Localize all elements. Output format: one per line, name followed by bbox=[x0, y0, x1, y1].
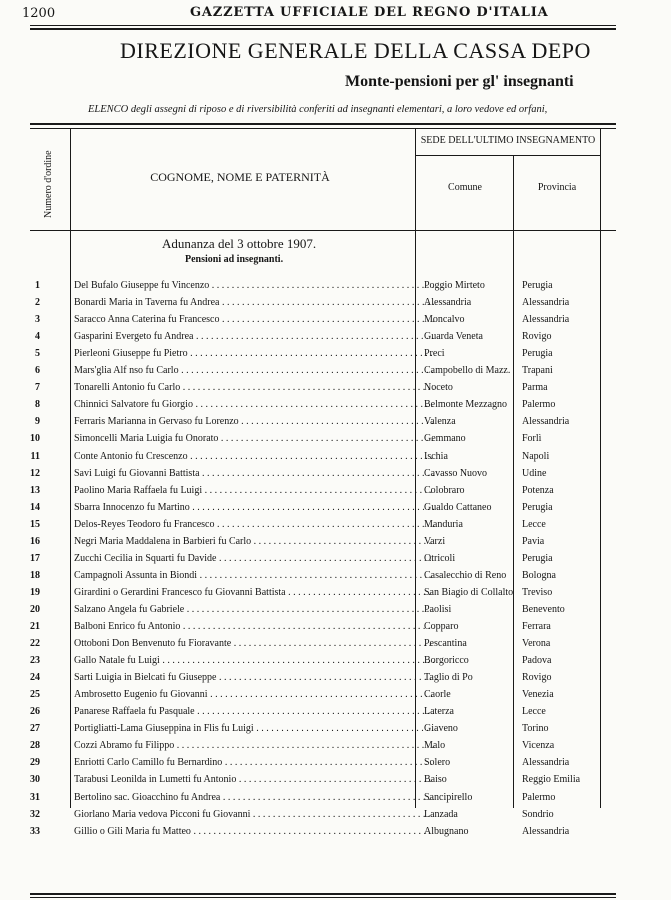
row-comune: Copparo bbox=[424, 621, 459, 632]
header-rule-thin bbox=[30, 25, 616, 26]
table-row bbox=[28, 774, 608, 792]
row-name: Cozzi Abramo fu Filippo . . . bbox=[74, 740, 434, 752]
row-provincia: Rovigo bbox=[522, 331, 552, 343]
row-provincia: Perugia bbox=[522, 501, 553, 513]
page-title: DIREZIONE GENERALE DELLA CASSA DEPO bbox=[120, 38, 591, 63]
table-top-rule-2 bbox=[30, 128, 616, 129]
row-provincia: Alessandria bbox=[522, 297, 570, 309]
sede-subheader-rule bbox=[415, 155, 600, 156]
table-row bbox=[28, 587, 608, 605]
page-subtitle: Monte-pensioni per gl' insegnanti bbox=[345, 73, 574, 90]
table-row bbox=[28, 672, 608, 690]
table-row bbox=[28, 382, 608, 400]
row-name: Gasparini Evergeto fu Andrea . . . bbox=[74, 331, 434, 343]
row-comune: Guarda Veneta bbox=[424, 331, 483, 343]
row-name: Delos-Reyes Teodoro fu Francesco . . . bbox=[74, 519, 434, 531]
row-name: Gillio o Gili Maria fu Matteo . . . bbox=[74, 826, 434, 838]
row-number: 21 bbox=[30, 621, 40, 632]
row-number: 33 bbox=[30, 825, 40, 837]
row-name: Conte Antonio fu Crescenzo . . . bbox=[74, 451, 434, 463]
row-provincia: Torino bbox=[522, 723, 549, 735]
row-comune: Preci bbox=[424, 348, 445, 360]
row-name: Bonardi Maria in Taverna fu Andrea . . . bbox=[74, 297, 434, 309]
row-comune: Borgoricco bbox=[424, 655, 469, 667]
row-provincia: Alessandria bbox=[522, 314, 570, 326]
row-number: 23 bbox=[30, 655, 40, 667]
row-provincia: Napoli bbox=[522, 450, 550, 462]
row-name: Campagnoli Assunta in Biondi . . . bbox=[74, 570, 434, 582]
row-number: 1 bbox=[35, 280, 40, 291]
table-row bbox=[28, 536, 608, 554]
row-number: 5 bbox=[35, 348, 40, 360]
row-number: 16 bbox=[30, 535, 40, 547]
row-number: 9 bbox=[35, 416, 40, 428]
table-row bbox=[28, 689, 608, 707]
table-row bbox=[28, 570, 608, 588]
row-number: 14 bbox=[30, 501, 40, 513]
row-comune: Belmonte Mezzagno bbox=[424, 399, 508, 411]
row-provincia: Perugia bbox=[522, 552, 553, 564]
table-row bbox=[28, 706, 608, 724]
row-number: 31 bbox=[30, 791, 40, 803]
header-comune: Comune bbox=[448, 182, 482, 193]
header-rule-thick bbox=[30, 28, 616, 30]
row-provincia: Padova bbox=[522, 655, 552, 667]
table-row bbox=[28, 502, 608, 520]
row-comune: Colobraro bbox=[424, 484, 465, 496]
row-provincia: Alessandria bbox=[522, 416, 570, 428]
row-comune: Moncalvo bbox=[424, 314, 465, 326]
row-name: Ottoboni Don Benvenuto fu Fioravante . . . bbox=[74, 638, 434, 650]
row-number: 13 bbox=[30, 484, 40, 496]
table-row bbox=[28, 433, 608, 451]
row-number: 27 bbox=[30, 723, 40, 735]
row-name: Ambrosetto Eugenio fu Giovanni . . . bbox=[74, 689, 434, 701]
row-number: 22 bbox=[30, 638, 40, 650]
row-number: 25 bbox=[30, 689, 40, 701]
row-comune: Ischia bbox=[424, 450, 448, 462]
table-row bbox=[28, 740, 608, 758]
table-header-bottom-rule bbox=[30, 230, 616, 231]
row-comune: Laterza bbox=[424, 706, 454, 718]
row-name: Mars'glia Alf nso fu Carlo . . . bbox=[74, 365, 434, 377]
table-row bbox=[28, 553, 608, 571]
row-provincia: Pavia bbox=[522, 535, 545, 547]
row-number: 11 bbox=[30, 450, 40, 462]
row-comune: Valenza bbox=[424, 416, 456, 428]
row-provincia: Perugia bbox=[522, 280, 553, 291]
row-name: Sbarra Innocenzo fu Martino . . . bbox=[74, 502, 434, 514]
row-comune: Gemmano bbox=[424, 433, 466, 445]
row-comune: Giaveno bbox=[424, 723, 458, 735]
row-number: 10 bbox=[30, 433, 40, 445]
row-number: 12 bbox=[30, 467, 40, 479]
row-provincia: Treviso bbox=[522, 586, 553, 598]
row-number: 29 bbox=[30, 757, 40, 769]
row-number: 26 bbox=[30, 706, 40, 718]
table-row bbox=[28, 792, 608, 810]
row-comune: Caorle bbox=[424, 689, 451, 701]
row-comune: Cavasso Nuovo bbox=[424, 467, 488, 479]
row-provincia: Lecce bbox=[522, 706, 546, 718]
row-number: 19 bbox=[30, 586, 40, 598]
row-number: 17 bbox=[30, 552, 40, 564]
row-provincia: Lecce bbox=[522, 518, 546, 530]
row-name: Saracco Anna Caterina fu Francesco . . . bbox=[74, 314, 434, 326]
row-comune: Poggio Mirteto bbox=[424, 280, 485, 291]
row-comune: San Biagio di Collalto bbox=[424, 586, 514, 598]
row-name: Balboni Enrico fu Antonio . . . bbox=[74, 621, 434, 633]
row-comune: Noceto bbox=[424, 382, 453, 394]
row-name: Paolino Maria Raffaela fu Luigi . . . bbox=[74, 485, 434, 497]
row-comune: Varzi bbox=[424, 535, 446, 547]
row-comune: Albugnano bbox=[424, 825, 469, 837]
table-row bbox=[28, 399, 608, 417]
row-provincia: Udine bbox=[522, 467, 547, 479]
row-provincia: Reggio Emilia bbox=[522, 774, 581, 786]
elenco-intro: ELENCO degli assegni di riposo e di riversibilità conferiti ad insegnanti elementari, a loro vedove ed orfani, bbox=[88, 104, 548, 115]
row-provincia: Trapani bbox=[522, 365, 553, 377]
row-name: Pierleoni Giuseppe fu Pietro . . . bbox=[74, 348, 434, 360]
row-provincia: Palermo bbox=[522, 791, 556, 803]
row-comune: Pescantina bbox=[424, 638, 467, 650]
row-provincia: Venezia bbox=[522, 689, 554, 701]
row-number: 8 bbox=[35, 399, 40, 411]
section-heading: Pensioni ad insegnanti. bbox=[185, 254, 284, 265]
row-number: 3 bbox=[35, 314, 40, 326]
footer-rule-1 bbox=[30, 893, 616, 895]
row-comune: Casalecchio di Reno bbox=[424, 569, 507, 581]
row-name: Panarese Raffaela fu Pasquale . . . bbox=[74, 706, 434, 718]
row-number: 4 bbox=[35, 331, 40, 343]
table-row bbox=[28, 826, 608, 844]
row-provincia: Ferrara bbox=[522, 621, 551, 632]
table-row bbox=[28, 348, 608, 366]
row-provincia: Perugia bbox=[522, 348, 553, 360]
row-name: Zucchi Cecilia in Squarti fu Davide . . . bbox=[74, 553, 434, 565]
table-row bbox=[28, 757, 608, 775]
table-row bbox=[28, 809, 608, 827]
row-name: Gallo Natale fu Luigi . . . bbox=[74, 655, 434, 667]
row-comune: Campobello di Mazz. bbox=[424, 365, 511, 377]
row-comune: Taglio di Po bbox=[424, 672, 473, 684]
header-cognome: COGNOME, NOME E PATERNITÀ bbox=[150, 170, 330, 184]
row-comune: Sancipirello bbox=[424, 791, 473, 803]
row-number: 18 bbox=[30, 569, 40, 581]
row-name: Bertolino sac. Gioacchino fu Andrea . . . bbox=[74, 792, 434, 804]
row-name: Giorlano Maria vedova Picconi fu Giovanni . . . bbox=[74, 809, 434, 821]
row-provincia: Bologna bbox=[522, 569, 556, 581]
row-provincia: Forlì bbox=[522, 433, 542, 445]
row-number: 20 bbox=[30, 603, 40, 615]
table-row bbox=[28, 365, 608, 383]
row-provincia: Verona bbox=[522, 638, 551, 650]
table-row bbox=[28, 314, 608, 332]
header-numero-ordine: Numero d'ordine bbox=[43, 150, 54, 218]
row-number: 28 bbox=[30, 740, 40, 752]
table-row bbox=[28, 280, 608, 298]
row-number: 2 bbox=[35, 297, 40, 309]
row-name: Simoncelli Maria Luigia fu Onorato . . . bbox=[74, 433, 434, 445]
row-provincia: Sondrio bbox=[522, 808, 554, 820]
row-number: 30 bbox=[30, 774, 40, 786]
header-sede: SEDE DELL'ULTIMO INSEGNAMENTO bbox=[420, 135, 596, 146]
row-provincia: Alessandria bbox=[522, 757, 570, 769]
table-row bbox=[28, 655, 608, 673]
row-comune: Malo bbox=[424, 740, 446, 752]
row-comune: Solero bbox=[424, 757, 451, 769]
row-provincia: Benevento bbox=[522, 603, 565, 615]
row-comune: Baiso bbox=[424, 774, 447, 786]
row-comune: Lanzada bbox=[424, 808, 458, 820]
row-number: 6 bbox=[35, 365, 40, 377]
table-row bbox=[28, 723, 608, 741]
row-comune: Manduria bbox=[424, 518, 463, 530]
footer-rule-2 bbox=[30, 897, 616, 898]
table-row bbox=[28, 519, 608, 537]
row-name: Negri Maria Maddalena in Barbieri fu Carlo . . . bbox=[74, 536, 434, 548]
row-comune: Gualdo Cattaneo bbox=[424, 501, 492, 513]
row-name: Girardini o Gerardini Francesco fu Giovanni Battista . . . bbox=[74, 587, 434, 599]
row-number: 15 bbox=[30, 518, 40, 530]
table-row bbox=[28, 297, 608, 315]
header-provincia: Provincia bbox=[537, 182, 577, 193]
page-number: 1200 bbox=[22, 6, 56, 21]
table-row bbox=[28, 604, 608, 622]
row-provincia: Potenza bbox=[522, 484, 554, 496]
row-name: Ferraris Marianna in Gervaso fu Lorenzo . . . bbox=[74, 416, 434, 428]
row-comune: Alessandria bbox=[424, 297, 472, 309]
row-name: Salzano Angela fu Gabriele . . . bbox=[74, 604, 434, 616]
table-row bbox=[28, 416, 608, 434]
row-name: Savi Luigi fu Giovanni Battista . . . bbox=[74, 468, 434, 480]
row-name: Chinnici Salvatore fu Giorgio . . . bbox=[74, 399, 434, 411]
table-top-rule-1 bbox=[30, 123, 616, 125]
gazette-title: GAZZETTA UFFICIALE DEL REGNO D'ITALIA bbox=[190, 5, 549, 20]
row-comune: Otricoli bbox=[424, 552, 456, 564]
row-provincia: Parma bbox=[522, 382, 548, 394]
row-number: 32 bbox=[30, 808, 40, 820]
table-row bbox=[28, 331, 608, 349]
row-comune: Paolisi bbox=[424, 603, 452, 615]
row-name: Enriotti Carlo Camillo fu Bernardino . . . bbox=[74, 757, 434, 769]
row-name: Tonarelli Antonio fu Carlo . . . bbox=[74, 382, 434, 394]
table-row bbox=[28, 485, 608, 503]
row-name: Sarti Luigia in Bielcati fu Giuseppe . . . bbox=[74, 672, 434, 684]
row-number: 24 bbox=[30, 672, 40, 684]
row-name: Del Bufalo Giuseppe fu Vincenzo . . . bbox=[74, 280, 434, 292]
table-row bbox=[28, 451, 608, 469]
table-row bbox=[28, 638, 608, 656]
row-provincia: Alessandria bbox=[522, 825, 570, 837]
session-heading: Adunanza del 3 ottobre 1907. bbox=[162, 236, 317, 251]
table-row bbox=[28, 468, 608, 486]
row-provincia: Vicenza bbox=[522, 740, 555, 752]
row-provincia: Rovigo bbox=[522, 672, 552, 684]
row-name: Portigliatti-Lama Giuseppina in Flis fu Luigi . . . bbox=[74, 723, 434, 735]
table-row bbox=[28, 621, 608, 639]
row-number: 7 bbox=[35, 382, 40, 394]
row-provincia: Palermo bbox=[522, 399, 556, 411]
row-name: Tarabusi Leonilda in Lumetti fu Antonio . . . bbox=[74, 774, 434, 786]
